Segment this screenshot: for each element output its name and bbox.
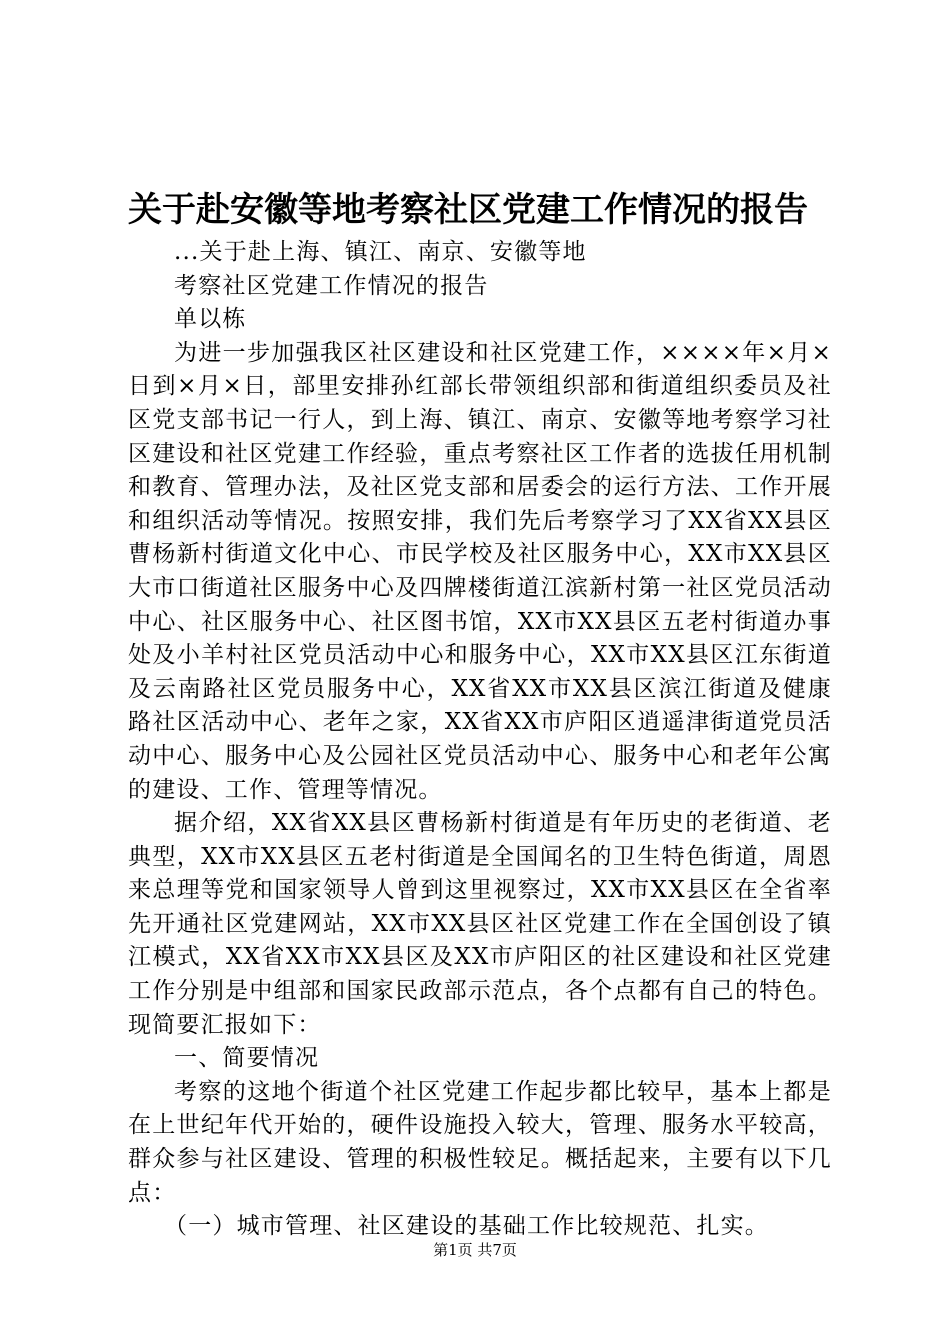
section-heading: 一、简要情况 (174, 1045, 320, 1072)
subtitle-line-1: ...关于赴上海、镇江、南京、安徽等地 (174, 239, 587, 265)
section-paragraph: 考察的这地个街道个社区党建工作起步都比较早，基本上都是在上世纪年代开始的，硬件设施投入较大，管理、服务水平较高，群众参与社区建设、管理的积极性较足。概括起来，主要有以下几点： (128, 1078, 832, 1206)
page-footer: 第1页 共7页 (433, 1241, 517, 1259)
paragraph-intro: 为进一步加强我区社区建设和社区党建工作，××××年×月×日到×月×日，部里安排孙红部长带领组织部和街道组织委员及社区党支部书记一行人，到上海、镇江、南京、安徽等地考察学习社区建设和社区党建工作经验，重点考察社区工作者的选拔任用机制和教育、管理办法，及社区党支部和居委会的运行方法、工作开展和组织活动等情况。按照安排，我们先后考察学习了XX省XX县区曹杨新村街道文化中心、市民学校及社区服务中心，XX市XX县区大市口街道社区服务中心及四牌楼街道江滨新村第一社区党员活动中心、社区服务中心、社区图书馆，XX市XX县区五老村街道办事处及小羊村社区党员活动中心和服务中心，XX市XX县区江东街道及云南路社区党员服务中心，XX省XX市XX县区滨江街道及健康路社区活动中心、老年之家，XX省XX市庐阳区逍遥津街道党员活动中心、服务中心及公园社区党员活动中心、服务中心和老年公寓的建设、工作、管理等情况。 (128, 339, 832, 803)
paragraph-background: 据介绍，XX省XX县区曹杨新村街道是有年历史的老街道、老典型，XX市XX县区五老村街道是全国闻名的卫生特色街道，周恩来总理等党和国家领导人曾到这里视察过，XX市XX县区在全省率先开通社区党建网站，XX市XX县区社区党建工作在全国创设了镇江模式，XX省XX市XX县区及XX市庐阳区的社区建设和社区党建工作分别是中组部和国家民政部示范点，各个点都有自己的特色。现简要汇报如下： (128, 810, 832, 1038)
subtitle-line-2: 考察社区党建工作情况的报告 (174, 272, 489, 299)
subsection-heading: （一）城市管理、社区建设的基础工作比较规范、扎实。 (164, 1213, 769, 1240)
document-title: 关于赴安徽等地考察社区党建工作情况的报告 (128, 190, 808, 230)
author-name: 单以栋 (174, 306, 247, 333)
document-body (128, 236, 832, 1244)
